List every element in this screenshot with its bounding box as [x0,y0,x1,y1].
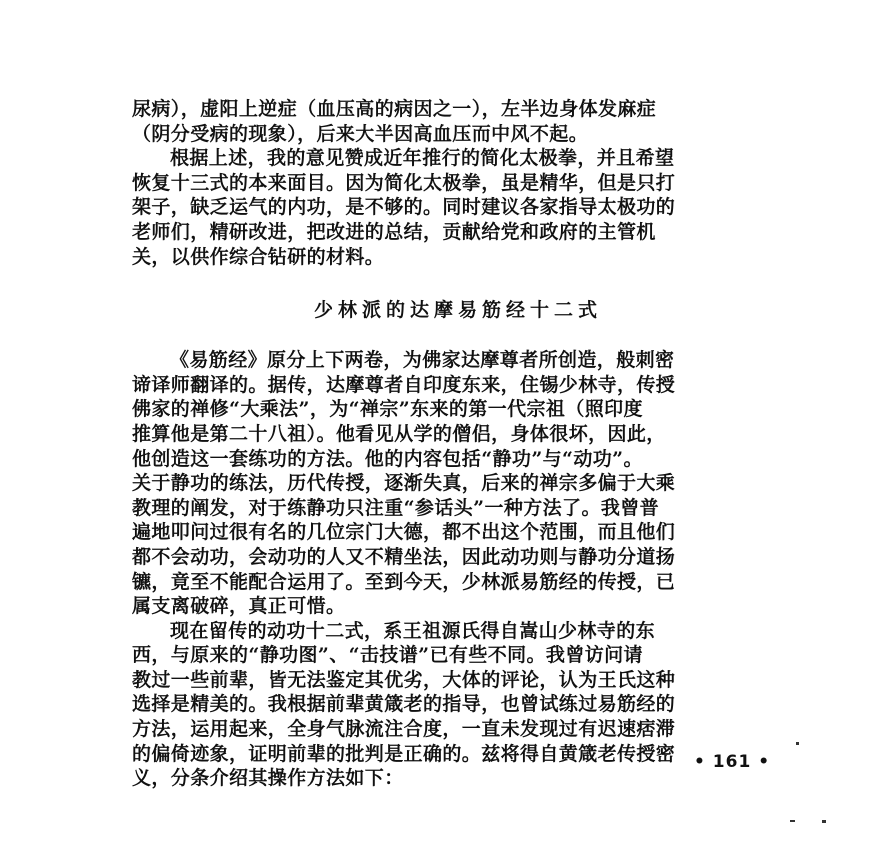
scan-speck [822,820,826,823]
text-line: 都不会动功，会动功的人又不精坐法，因此动功则与静功分道扬 [132,545,676,568]
text-line: 义，分条介绍其操作方法如下： [132,767,404,790]
paragraph-4 [132,619,784,791]
text-line: 佛家的禅修“大乘法”，为“禅宗”东来的第一代宗祖（照印度 [132,398,643,421]
scan-speck [790,820,795,822]
paragraph-3 [132,348,784,619]
text-line: 方法，运用起来，全身气脉流注合度，一直未发现过有迟速痞滞 [132,718,676,741]
text-line: 尿病），虚阳上逆症（血压高的病因之一），左半边身体发麻症 [132,98,657,120]
text-line: 谛译师翻译的。据传，达摩尊者自印度东来，住锡少林寺，传授 [132,373,676,396]
scan-speck [796,742,799,745]
body-text [132,97,784,791]
text-line: 教过一些前辈，皆无法鉴定其优劣，大体的评论，认为王氏这种 [132,668,676,691]
text-line: 镳，竟至不能配合运用了。至到今天，少林派易筋经的传授，已 [132,570,676,593]
section-heading: 少林派的达摩易筋经十二式 [313,299,602,322]
text-line: 老师们，精研改进，把改进的总结，贡献给党和政府的主管机 [132,220,656,243]
text-line: 根据上述，我的意见赞成近年推行的简化太极拳，并且希望 [170,147,675,170]
text-line: 教理的阐发，对于练静功只注重“参话头”一种方法了。我曾普 [132,496,660,519]
text-line: 西，与原来的“静功图”、“击技谱”已有些不同。我曾访问请 [132,644,643,667]
text-line: 他创造这一套练功的方法。他的内容包括“静功”与“动功”。 [132,447,643,470]
text-line: （阴分受病的现象），后来大半因高血压而中风不起。 [132,122,589,145]
text-line: 现在留传的动功十二式，系王祖源氏得自嵩山少林寺的东 [170,619,656,642]
text-line: 恢复十三式的本来面目。因为简化太极拳，虽是精华，但是只打 [132,171,676,194]
text-line: 关于静功的练法，历代传授，逐渐失真，后来的禅宗多偏于大乘 [132,472,676,495]
paragraph-1 [132,97,784,146]
paragraph-2 [132,146,784,269]
text-line: 的偏倚迹象，证明前辈的批判是正确的。兹将得自黄箴老传授密 [132,742,676,765]
text-line: 架子，缺乏运气的内功，是不够的。同时建议各家指导太极功的 [132,196,676,219]
text-line: 推算他是第二十八祖）。他看见从学的僧侣，身体很坏，因此， [132,422,666,445]
text-line: 《易筋经》原分上下两卷，为佛家达摩尊者所创造，般刺密 [170,349,675,372]
text-line: 关，以供作综合钻研的材料。 [132,245,385,268]
text-line: 遍地叩问过很有名的几位宗门大德，都不出这个范围，而且他们 [132,521,676,544]
text-line: 选择是精美的。我根据前辈黄箴老的指导，也曾试练过易筋经的 [132,693,676,716]
text-line: 属支离破碎，真正可惜。 [132,595,346,618]
page-number: • 161 • [694,752,771,772]
